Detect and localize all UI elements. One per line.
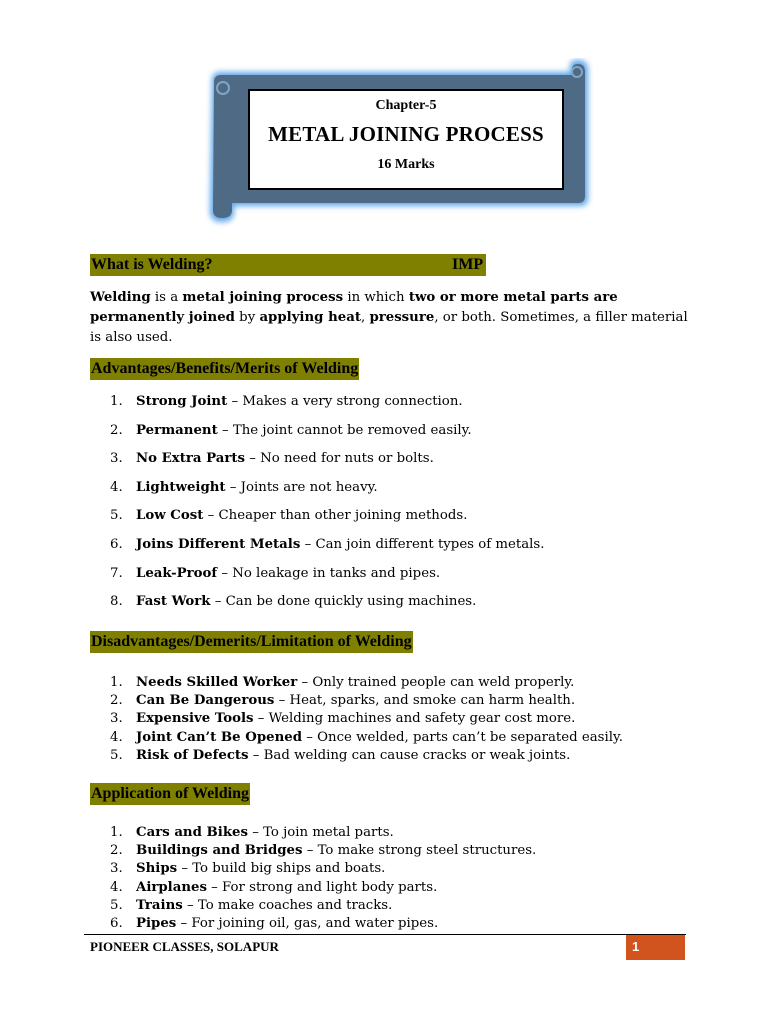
list-item-term: Trains — [136, 897, 183, 913]
definition-text: is a — [150, 290, 183, 305]
list-item-term: Cars and Bikes — [136, 825, 248, 840]
list-item-description: – Bad welding can cause cracks or weak joints. — [248, 747, 571, 763]
list-item — [110, 824, 670, 842]
list-item-term: Strong Joint — [136, 394, 228, 409]
page-number-badge: 1 — [626, 935, 685, 960]
list-item-description: – The joint cannot be removed easily. — [217, 422, 472, 438]
list-item-number: 5. — [110, 897, 123, 913]
list-item — [110, 747, 670, 765]
section-heading-applications: Application of Welding — [90, 783, 250, 805]
list-item-description: – Cheaper than other joining methods. — [203, 508, 468, 524]
list-item — [110, 421, 670, 450]
list-item — [110, 729, 670, 747]
list-item-number: 1. — [110, 825, 123, 840]
list-item-description: – Can be done quickly using machines. — [210, 594, 477, 610]
definition-bold-term: pressure — [369, 310, 435, 325]
list-item — [110, 564, 670, 593]
disadvantages-list — [110, 674, 670, 765]
list-item — [110, 860, 670, 878]
list-item-description: – Makes a very strong connection. — [227, 394, 463, 409]
section-heading-disadvantages: Disadvantages/Demerits/Limitation of Welding — [90, 631, 413, 653]
list-item-term: Can Be Dangerous — [136, 693, 275, 709]
list-item — [110, 449, 670, 478]
list-item-description: – Once welded, parts can’t be separated easily. — [302, 729, 623, 745]
list-item-description: – Can join different types of metals. — [300, 536, 545, 552]
list-item-term: Joins Different Metals — [136, 536, 301, 552]
applications-list — [110, 824, 670, 933]
section-heading-what-is-welding — [90, 254, 486, 276]
definition-text: by — [234, 310, 260, 325]
list-item-number: 5. — [110, 508, 123, 524]
list-item-description: – For strong and light body parts. — [206, 879, 438, 895]
list-item — [110, 674, 670, 692]
list-item-term: Leak-Proof — [136, 565, 218, 581]
list-item-description: – To make coaches and tracks. — [182, 897, 393, 913]
list-item-number: 5. — [110, 747, 123, 763]
chapter-title-box — [248, 89, 564, 190]
list-item-number: 3. — [110, 451, 123, 467]
list-item-term: Permanent — [136, 422, 218, 438]
heading-text: What is Welding? — [91, 256, 213, 273]
list-item-term: Pipes — [136, 915, 177, 931]
imp-tag: IMP — [452, 256, 484, 273]
definition-bold-term: Welding — [90, 290, 151, 305]
list-item — [110, 842, 670, 860]
list-item — [110, 506, 670, 535]
list-item-number: 6. — [110, 915, 123, 931]
definition-text: , or both. Sometimes, a filler material is also used. — [90, 310, 688, 345]
definition-bold-term: metal joining process — [182, 290, 344, 305]
list-item-term: Needs Skilled Worker — [136, 675, 298, 690]
list-item-number: 4. — [110, 729, 123, 745]
list-item — [110, 897, 670, 915]
list-item-term: Buildings and Bridges — [136, 843, 303, 859]
list-item-term: Airplanes — [136, 879, 207, 895]
list-item-number: 3. — [110, 861, 123, 877]
list-item-term: Ships — [136, 861, 178, 877]
list-item-description: – To join metal parts. — [247, 825, 394, 840]
list-item-number: 6. — [110, 536, 123, 552]
definition-bold-term: applying heat — [259, 310, 361, 325]
welding-definition — [90, 288, 690, 348]
list-item — [110, 592, 670, 621]
list-item-number: 2. — [110, 422, 123, 438]
chapter-marks: 16 Marks — [377, 157, 435, 172]
advantages-list — [110, 392, 670, 621]
list-item-description: – For joining oil, gas, and water pipes. — [176, 915, 439, 931]
list-item-term: Lightweight — [136, 479, 226, 495]
list-item-number: 2. — [110, 693, 123, 709]
list-item — [110, 392, 670, 421]
chapter-title: METAL JOINING PROCESS — [268, 122, 544, 146]
list-item-number: 8. — [110, 594, 123, 610]
list-item-term: No Extra Parts — [136, 451, 245, 467]
definition-bold-term: two or more metal parts are permanently joined — [90, 290, 618, 325]
definition-text: , — [360, 310, 370, 325]
section-heading-advantages: Advantages/Benefits/Merits of Welding — [90, 358, 359, 380]
list-item-description: – To build big ships and boats. — [177, 861, 386, 877]
list-item-term: Joint Can’t Be Opened — [136, 729, 303, 745]
list-item-number: 1. — [110, 675, 123, 690]
list-item-description: – Welding machines and safety gear cost more. — [253, 711, 576, 727]
list-item-number: 2. — [110, 843, 123, 859]
list-item-description: – Only trained people can weld properly. — [297, 675, 575, 690]
list-item — [110, 535, 670, 564]
chapter-number: Chapter-5 — [375, 98, 437, 113]
list-item-number: 3. — [110, 711, 123, 727]
list-item — [110, 879, 670, 897]
list-item-number: 7. — [110, 565, 123, 581]
list-item-description: – No need for nuts or bolts. — [245, 451, 434, 467]
list-item-description: – No leakage in tanks and pipes. — [217, 565, 441, 581]
list-item — [110, 692, 670, 710]
list-item — [110, 478, 670, 507]
list-item-term: Fast Work — [136, 594, 211, 610]
list-item-number: 4. — [110, 479, 123, 495]
footer-divider — [84, 934, 686, 935]
footer-org: PIONEER CLASSES, SOLAPUR — [90, 939, 279, 954]
list-item-number: 4. — [110, 879, 123, 895]
list-item — [110, 710, 670, 728]
list-item-number: 1. — [110, 394, 123, 409]
list-item — [110, 915, 670, 933]
list-item-description: – Joints are not heavy. — [225, 479, 378, 495]
definition-text: in which — [343, 290, 409, 305]
list-item-term: Risk of Defects — [136, 747, 249, 763]
list-item-term: Expensive Tools — [136, 711, 254, 727]
list-item-description: – To make strong steel structures. — [302, 843, 537, 859]
list-item-description: – Heat, sparks, and smoke can harm health. — [274, 693, 576, 709]
list-item-term: Low Cost — [136, 508, 204, 524]
